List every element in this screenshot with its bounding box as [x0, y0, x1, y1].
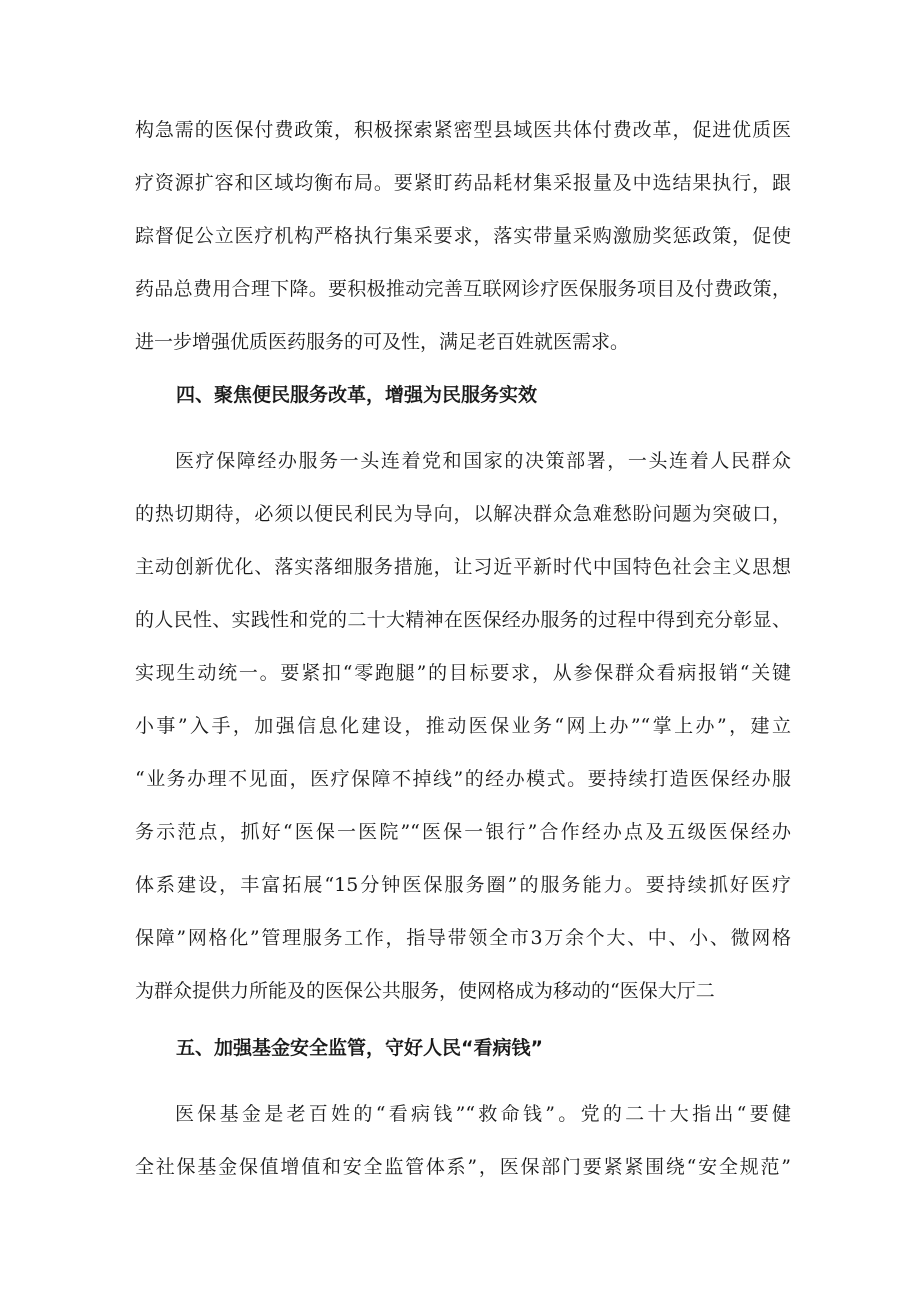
paragraph-line: 医疗保障经办服务一头连着党和国家的决策部署，一头连着人民群众 [175, 450, 791, 472]
paragraph-line: 保障”网格化”管理服务工作，指导带领全市3万余个大、中、小、微网格 [135, 927, 791, 949]
paragraph-line: 实现生动统一。要紧扣“零跑腿”的目标要求，从参保群众看病报销“关键 [135, 662, 791, 684]
paragraph-line: 医保基金是老百姓的“看病钱”“救命钱”。党的二十大指出“要健 [175, 1103, 791, 1125]
paragraph-line: 小事”入手，加强信息化建设，推动医保业务“网上办”“掌上办”，建立 [135, 715, 791, 737]
paragraph-line: 构急需的医保付费政策，积极探索紧密型县域医共体付费改革，促进优质医 [135, 119, 791, 141]
paragraph-line: 的人民性、实践性和党的二十大精神在医保经办服务的过程中得到充分彰显、 [135, 609, 791, 631]
paragraph-line: 踪督促公立医疗机构严格执行集采要求，落实带量采购激励奖惩政策，促使 [135, 225, 791, 247]
paragraph-line: 体系建设，丰富拓展“15分钟医保服务圈”的服务能力。要持续抓好医疗 [135, 874, 791, 896]
paragraph-line: 疗资源扩容和区域均衡布局。要紧盯药品耗材集采报量及中选结果执行，跟 [135, 172, 791, 194]
paragraph-line: 为群众提供力所能及的医保公共服务，使网格成为移动的“医保大厅二 [135, 980, 715, 1002]
paragraph-line: 全社保基金保值增值和安全监管体系”，医保部门要紧紧围绕“安全规范” [135, 1156, 791, 1178]
paragraph-line: 主动创新优化、落实落细服务措施，让习近平新时代中国特色社会主义思想 [135, 556, 791, 578]
paragraph-line: “业务办理不见面，医疗保障不掉线”的经办模式。要持续打造医保经办服 [135, 768, 791, 790]
paragraph-line: 进一步增强优质医药服务的可及性，满足老百姓就医需求。 [135, 331, 630, 353]
paragraph-line: 务示范点，抓好“医保一医院”“医保一银行”合作经办点及五级医保经办 [135, 821, 791, 843]
paragraph-line: 药品总费用合理下降。要积极推动完善互联网诊疗医保服务项目及付费政策， [135, 278, 791, 300]
section-heading: 五、加强基金安全监管，守好人民“看病钱” [176, 1037, 543, 1059]
section-heading: 四、聚焦便民服务改革，增强为民服务实效 [176, 384, 538, 406]
paragraph-line: 的热切期待，必须以便民利民为导向，以解决群众急难愁盼问题为突破口， [135, 503, 791, 525]
